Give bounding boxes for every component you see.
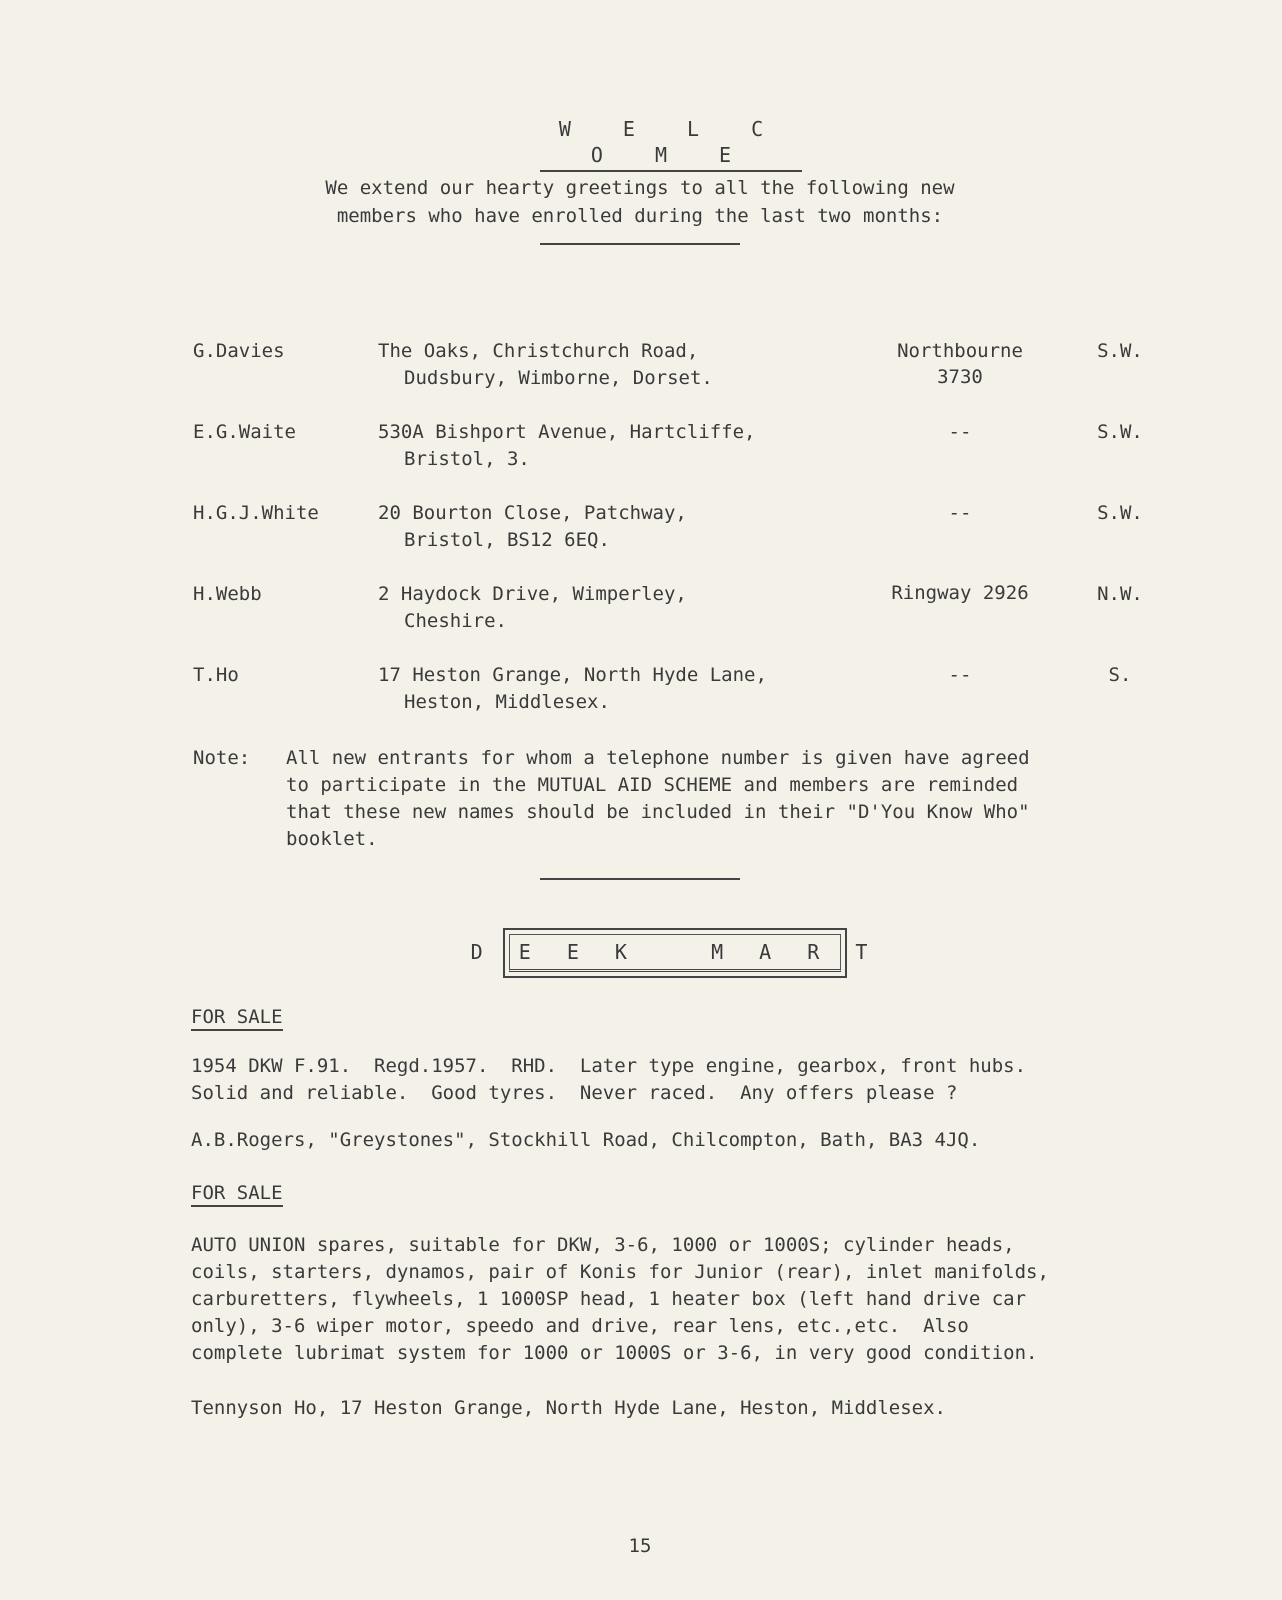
member-area: S.W. bbox=[1097, 421, 1143, 443]
member-phone: -- bbox=[948, 421, 972, 443]
member-address-line: The Oaks, Christchurch Road, bbox=[378, 340, 699, 362]
member-address-line: 17 Heston Grange, North Hyde Lane, bbox=[378, 664, 767, 686]
member-name: E.G.Waite bbox=[193, 421, 296, 443]
ad-line: complete lubrimat system for 1000 or 1000S or 3-6, in very good condition. bbox=[191, 1342, 1038, 1364]
member-address-line: 20 Bourton Close, Patchway, bbox=[378, 502, 687, 524]
welcome-heading: W E L C O M E bbox=[540, 116, 802, 172]
note-line: All new entrants for whom a telephone number is given have agreed bbox=[286, 747, 1030, 769]
member-address-line: Bristol, 3. bbox=[404, 448, 530, 470]
for-sale-text bbox=[191, 1053, 1201, 1107]
intro-text bbox=[240, 174, 1040, 230]
member-phone: -- bbox=[948, 502, 972, 524]
ad-contact-line: Tennyson Ho, 17 Heston Grange, North Hyde Lane, Heston, Middlesex. bbox=[191, 1397, 946, 1419]
member-area: S.W. bbox=[1097, 340, 1143, 362]
ad-line: carburetters, flywheels, 1 1000SP head, 1 heater box (left hand drive car bbox=[191, 1288, 1027, 1310]
intro-underline bbox=[540, 243, 740, 245]
for-sale-heading: FOR SALE bbox=[191, 1181, 283, 1207]
note-label: Note: bbox=[193, 747, 251, 769]
ad-line: Solid and reliable. Good tyres. Never raced. Any offers please ? bbox=[191, 1082, 958, 1104]
for-sale-heading: FOR SALE bbox=[191, 1005, 283, 1031]
member-area: N.W. bbox=[1097, 583, 1143, 605]
note-line: booklet. bbox=[286, 828, 378, 850]
note-line: to participate in the MUTUAL AID SCHEME and members are reminded bbox=[286, 774, 1019, 796]
for-sale-text bbox=[191, 1232, 1201, 1367]
deek-mart-banner bbox=[470, 928, 880, 978]
member-name: H.Webb bbox=[193, 583, 262, 605]
member-phone: Northbourne bbox=[897, 340, 1023, 362]
member-address-line: Bristol, BS12 6EQ. bbox=[404, 529, 610, 551]
ad-line: only), 3-6 wiper motor, speedo and drive, rear lens, etc.,etc. Also bbox=[191, 1315, 969, 1337]
ad-contact bbox=[191, 1127, 1201, 1154]
deek-mart-inner-frame bbox=[470, 934, 880, 972]
member-address-line: Heston, Middlesex. bbox=[404, 691, 610, 713]
member-name: H.G.J.White bbox=[193, 502, 319, 524]
ad-line: AUTO UNION spares, suitable for DKW, 3-6, 1000 or 1000S; cylinder heads, bbox=[191, 1234, 1015, 1256]
ad-line: coils, starters, dynamos, pair of Konis for Junior (rear), inlet manifolds, bbox=[191, 1261, 1049, 1283]
ad-contact bbox=[191, 1395, 1201, 1422]
ad-line: 1954 DKW F.91. Regd.1957. RHD. Later type engine, gearbox, front hubs. bbox=[191, 1055, 1027, 1077]
ad-contact-line: A.B.Rogers, "Greystones", Stockhill Road, Chilcompton, Bath, BA3 4JQ. bbox=[191, 1129, 981, 1151]
deek-mart-title: D E E K M A R T bbox=[470, 940, 880, 964]
page-number: 15 bbox=[628, 1535, 652, 1557]
section-divider bbox=[540, 878, 740, 880]
member-address-line: 530A Bishport Avenue, Hartcliffe, bbox=[378, 421, 756, 443]
member-area: S. bbox=[1108, 664, 1132, 686]
member-phone: Ringway 2926 bbox=[891, 582, 1029, 604]
intro-line: members who have enrolled during the last two months: bbox=[336, 205, 944, 227]
member-address-line: Cheshire. bbox=[404, 610, 507, 632]
member-name: T.Ho bbox=[193, 664, 239, 686]
member-address-line: 2 Haydock Drive, Wimperley, bbox=[378, 583, 687, 605]
note-text bbox=[286, 745, 1186, 853]
member-address-line: Dudsbury, Wimborne, Dorset. bbox=[404, 367, 713, 389]
intro-line: We extend our hearty greetings to all the following new bbox=[325, 177, 955, 199]
member-phone: 3730 bbox=[937, 366, 983, 388]
member-name: G.Davies bbox=[193, 340, 285, 362]
note-line: that these new names should be included in their "D'You Know Who" bbox=[286, 801, 1030, 823]
member-area: S.W. bbox=[1097, 502, 1143, 524]
member-phone: -- bbox=[948, 664, 972, 686]
